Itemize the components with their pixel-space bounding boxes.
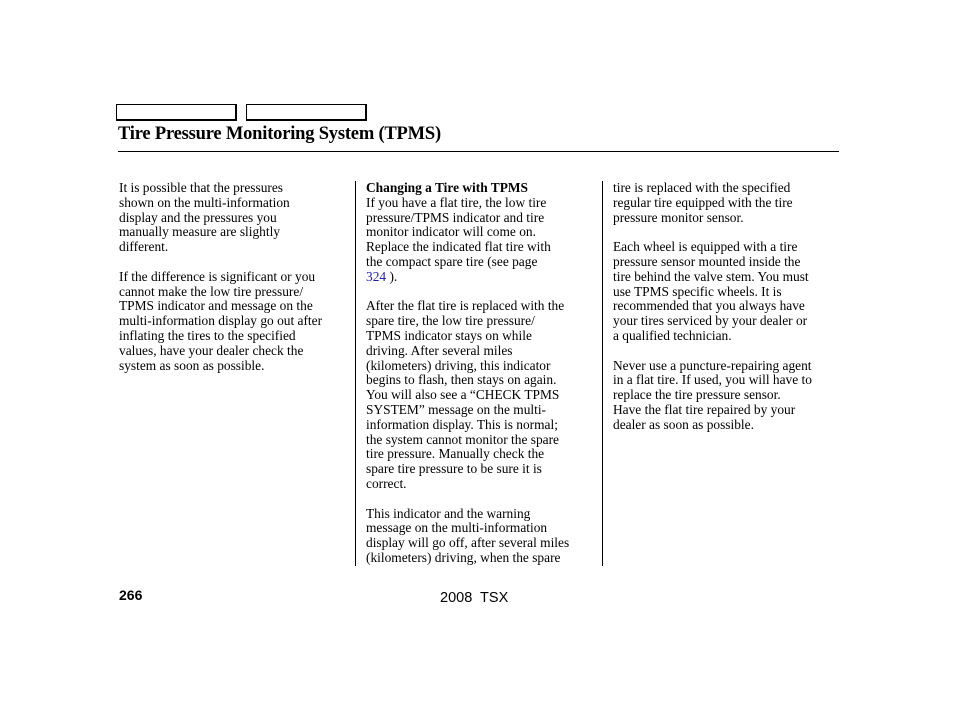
column-divider-2 bbox=[602, 181, 603, 566]
page-reference-link[interactable]: 324 bbox=[366, 268, 387, 284]
paragraph-pressure-difference: It is possible that the pressures shown on the multi-information display and the pressures you manually measure are slightly different. bbox=[119, 180, 290, 255]
column-divider-1 bbox=[355, 181, 356, 566]
footer-model-label: 2008 TSX bbox=[440, 590, 509, 606]
flat-tire-text: If you have a flat tire, the low tire pressure/TPMS indicator and tire monitor indicator will come on. Replace the indicated flat tire with the compact spare tire (see page bbox=[366, 194, 551, 269]
column-3 bbox=[613, 181, 845, 447]
paragraph-wheel-sensor: Each wheel is equipped with a tire pressure sensor mounted inside the tire behind the valve stem. You must use TPMS specific wheels. It is recommended that you always have your tires serviced by your dealer or a qualified technician. bbox=[613, 239, 809, 343]
main-menu-button[interactable] bbox=[116, 104, 237, 121]
page-title: Tire Pressure Monitoring System (TPMS) bbox=[118, 124, 441, 144]
index-button[interactable] bbox=[246, 104, 367, 121]
paragraph-spare-tire: After the flat tire is replaced with the spare tire, the low tire pressure/ TPMS indicator stays on while driving. After several miles (kilometers) driving, this indicator begins to flash, then stays on again. You will also see a “CHECK TPMS SYSTEM” message on the multi- information display. This is normal; the system cannot monitor the spare tire pressure. Manually check the spare tire pressure to be sure it is correct. bbox=[366, 298, 565, 491]
paragraph-flat-tire bbox=[366, 196, 596, 285]
section-subheading: Changing a Tire with TPMS bbox=[366, 180, 528, 195]
paragraph-significant-difference: If the difference is significant or you cannot make the low tire pressure/ TPMS indicator and message on the multi-information display go out after inflating the tires to the specified values, have your dealer check the system as soon as possible. bbox=[119, 268, 323, 373]
page-number: 266 bbox=[119, 587, 143, 603]
flat-tire-text-end: ). bbox=[386, 268, 398, 284]
paragraph-regular-tire: tire is replaced with the specified regular tire equipped with the tire pressure monitor sensor. bbox=[613, 180, 793, 225]
paragraph-puncture-agent: Never use a puncture-repairing agent in a flat tire. If used, you will have to replace the tire pressure sensor. Have the flat tire repaired by your dealer as soon as possible. bbox=[613, 357, 812, 432]
column-1 bbox=[119, 181, 351, 388]
paragraph-indicator-off: This indicator and the warning message on the multi-information display will go off, after several miles (kilometers) driving, when the spare bbox=[366, 505, 570, 565]
column-2 bbox=[366, 181, 596, 581]
title-divider bbox=[118, 151, 839, 152]
